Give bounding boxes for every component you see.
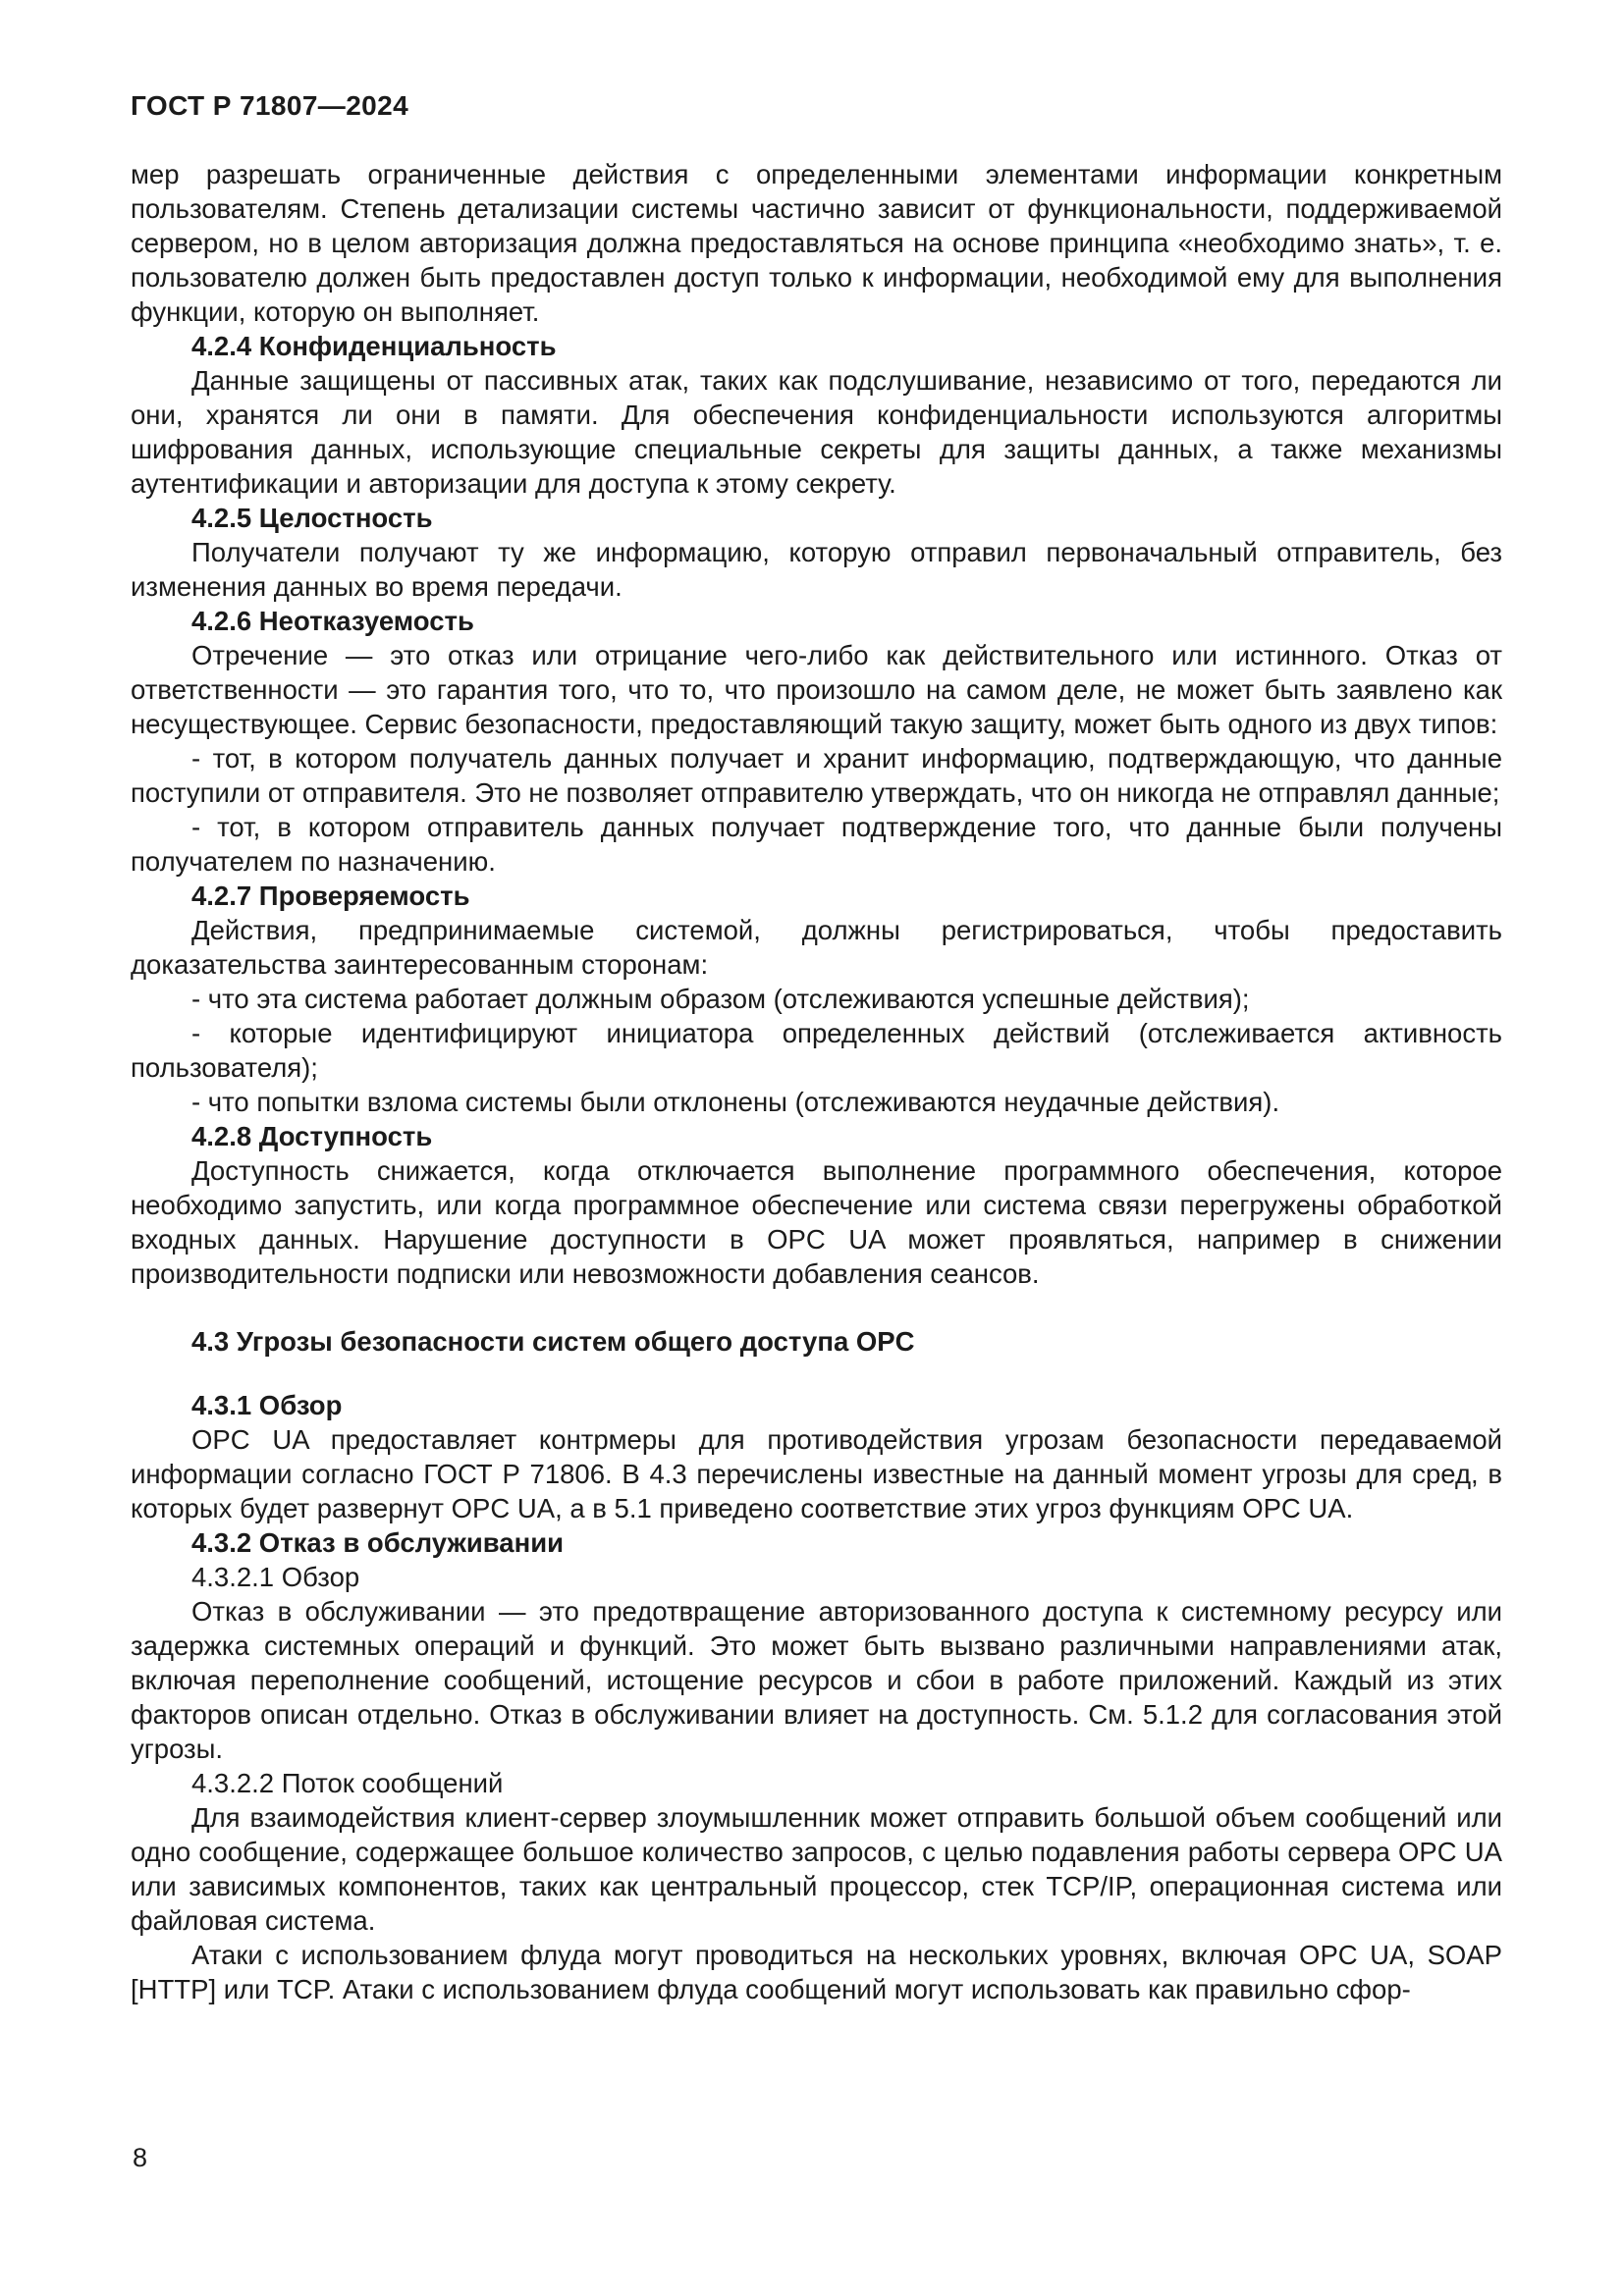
paragraph: Для взаимодействия клиент-сервер злоумышленник может отправить большой объем сообщений или одно сообщение, содержащее большое количество запросов, с целью подавления работы сервера OPC UA или зависимых компонентов, таких как центральный процессор, стек TCP/IP, операционная система или файловая система. (131, 1802, 1502, 1936)
paragraph: Данные защищены от пассивных атак, таких как подслушивание, независимо от того, передаются ли они, хранятся ли они в памяти. Для обеспечения конфиденциальности используются алгоритмы шифрования данных, использующие специальные секреты для защиты данных, а также механизмы аутентификации и авторизации для доступа к этому секрету. (131, 365, 1502, 499)
clause-heading-4-2-7: 4.2.7 Проверяемость (191, 881, 470, 911)
clause-heading-4-2-6: 4.2.6 Неотказуемость (191, 606, 474, 636)
section-heading-4-3: 4.3 Угрозы безопасности систем общего доступа OPC (191, 1326, 915, 1357)
paragraph: Атаки с использованием флуда могут проводиться на нескольких уровнях, включая OPC UA, SOAP [HTTP] или TCP. Атаки с использованием флуда сообщений могут использовать как правильно сфор- (131, 1940, 1502, 2004)
paragraph: Отказ в обслуживании — это предотвращение авторизованного доступа к системному ресурсу или задержка системных операций и функций. Это может быть вызвано различными направлениями атак, включая переполнение сообщений, истощение ресурсов и сбои в работе приложений. Каждый из этих факторов описан отдельно. Отказ в обслуживании влияет на доступность. См. 5.1.2 для согласования этой угрозы. (131, 1596, 1502, 1764)
paragraph: OPC UA предоставляет контрмеры для противодействия угрозам безопасности передаваемой информации согласно ГОСТ Р 71806. В 4.3 перечислены известные на данный момент угрозы для сред, в которых будет развернут OPC UA, а в 5.1 приведено соответствие этих угроз функциям OPC UA. (131, 1424, 1502, 1523)
page-number: 8 (133, 2143, 148, 2172)
list-item: - тот, в котором отправитель данных получает подтверждение того, что данные были получены получателем по назначению. (131, 812, 1502, 877)
paragraph-continuation: мер разрешать ограниченные действия с определенными элементами информации конкретным пользователям. Степень детализации системы частично зависит от функциональности, поддерживаемой сервером, но в целом авторизация должна предоставляться на основе принципа «необходимо знать», т. е. пользователю должен быть предоставлен доступ только к информации, необходимой ему для выполнения функции, которую он выполняет. (131, 159, 1502, 327)
paragraph: Получатели получают ту же информацию, которую отправил первоначальный отправитель, без изменения данных во время передачи. (131, 537, 1502, 602)
clause-heading-4-2-8: 4.2.8 Доступность (191, 1121, 433, 1151)
list-item: - которые идентифицируют инициатора определенных действий (отслеживается активность пользователя); (131, 1018, 1502, 1083)
paragraph: Доступность снижается, когда отключается выполнение программного обеспечения, которое необходимо запустить, или когда программное обеспечение или система связи перегружены обработкой входных данных. Нарушение доступности в OPC UA может проявляться, например в снижении производительности подписки или невозможности добавления сеансов. (131, 1155, 1502, 1289)
document-content (131, 157, 1502, 2006)
subclause-heading-4-3-2-2: 4.3.2.2 Поток сообщений (191, 1768, 504, 1798)
paragraph: Отречение — это отказ или отрицание чего-либо как действительного или истинного. Отказ от ответственности — это гарантия того, что то, что произошло на самом деле, не может быть заявлено как несуществующее. Сервис безопасности, предоставляющий такую защиту, может быть одного из двух типов: (131, 640, 1502, 739)
running-header: ГОСТ Р 71807—2024 (131, 90, 409, 121)
clause-heading-4-3-2: 4.3.2 Отказ в обслуживании (191, 1527, 565, 1558)
paragraph: Действия, предпринимаемые системой, должны регистрироваться, чтобы предоставить доказательства заинтересованным сторонам: (131, 915, 1502, 980)
list-item: - что эта система работает должным образом (отслеживаются успешные действия); (191, 984, 1250, 1014)
list-item: - тот, в котором получатель данных получает и хранит информацию, подтверждающую, что данные поступили от отправителя. Это не позволяет отправителю утверждать, что он никогда не отправлял данные; (131, 743, 1502, 808)
subclause-heading-4-3-2-1: 4.3.2.1 Обзор (191, 1562, 360, 1592)
clause-heading-4-2-5: 4.2.5 Целостность (191, 503, 433, 533)
clause-heading-4-3-1: 4.3.1 Обзор (191, 1390, 343, 1420)
clause-heading-4-2-4: 4.2.4 Конфиденциальность (191, 331, 557, 361)
list-item: - что попытки взлома системы были отклонены (отслеживаются неудачные действия). (191, 1087, 1280, 1117)
